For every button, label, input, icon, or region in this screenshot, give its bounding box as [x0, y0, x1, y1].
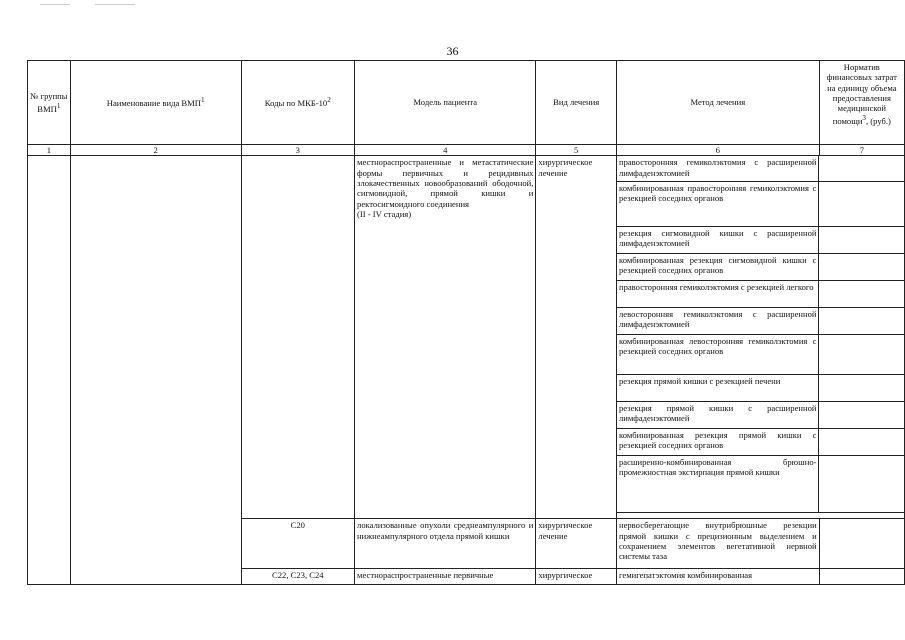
- cost-cell: [819, 156, 904, 181]
- list-item: [617, 226, 904, 253]
- list-item: [617, 334, 904, 374]
- patient-model-cell: местнораспространенные первичные: [355, 569, 536, 585]
- method-text: комбинированная резекция сигмовидной кишки с резекцией соседних органов: [617, 253, 819, 280]
- list-item: [617, 156, 904, 181]
- cost-cell: [819, 307, 904, 334]
- icd-code-cell: [241, 156, 355, 519]
- method-text: резекция сигмовидной кишки с расширенной лимфаденэктомией: [617, 226, 819, 253]
- vmp-name-cell: [70, 156, 241, 585]
- header-group-number: № группы ВМП$^1$: [28, 61, 71, 145]
- method-text: комбинированная правосторонняя гемиколэктомия с резекцией соседних органов: [617, 181, 819, 226]
- method-text: левосторонняя гемиколэктомия с расширенной лимфаденэктомией: [617, 307, 819, 334]
- header-treatment-type: Вид лечения: [536, 61, 617, 145]
- method-text: резекция прямой кишки с резекцией печени: [617, 374, 819, 401]
- method-text: комбинированная резекция прямой кишки с резекцией соседних органов: [617, 428, 819, 455]
- header-row: [28, 61, 905, 145]
- list-item: [617, 253, 904, 280]
- list-item: [617, 307, 904, 334]
- method-text: резекция прямой кишки с расширенной лимфаденэктомией: [617, 401, 819, 428]
- column-number: 2: [70, 145, 241, 156]
- header-cost-norm: Норматив финансовых затрат на единицу объема предоставления медицинской помощи$^3$, (руб.): [819, 61, 904, 145]
- scan-mark: [40, 4, 70, 5]
- icd-code-cell: C22, C23, C24: [241, 569, 355, 585]
- column-number: 3: [241, 145, 355, 156]
- cost-cell: [819, 334, 904, 374]
- group-number-cell: [28, 156, 71, 585]
- header-treatment-method: Метод лечения: [616, 61, 819, 145]
- header-patient-model: Модель пациента: [355, 61, 536, 145]
- treatment-type-cell: хирургическое лечение: [536, 519, 617, 569]
- method-text: расширенно-комбинированная брюшно-промежностная экстирпация прямой кишки: [617, 455, 819, 512]
- patient-model-cell: локализованные опухоли среднеампулярного и нижнеампулярного отдела прямой кишки: [355, 519, 536, 569]
- page-number: 36: [446, 44, 459, 58]
- list-item: [617, 280, 904, 307]
- method-text: правосторонняя гемиколэктомия с резекцией легкого: [617, 280, 819, 307]
- services-table: [27, 60, 905, 585]
- list-item: [617, 455, 904, 512]
- column-number-row: [28, 145, 905, 156]
- cost-cell: [819, 519, 904, 569]
- column-number: 4: [355, 145, 536, 156]
- treatment-type-cell: хирургическое: [536, 569, 617, 585]
- treatment-type-cell: хирургическое лечение: [536, 156, 617, 519]
- list-item: [617, 401, 904, 428]
- column-number: 6: [616, 145, 819, 156]
- cost-cell: [819, 181, 904, 226]
- method-text: правосторонняя гемиколэктомия с расширенной лимфаденэктомией: [617, 156, 819, 181]
- column-number: 5: [536, 145, 617, 156]
- cost-cell: [819, 455, 904, 512]
- column-number: 7: [819, 145, 904, 156]
- cost-cell: [819, 569, 904, 585]
- cost-cell: [819, 280, 904, 307]
- cost-cell: [819, 226, 904, 253]
- cost-cell: [819, 428, 904, 455]
- list-item: [617, 374, 904, 401]
- header-vmp-name: Наименование вида ВМП$^1$: [70, 61, 241, 145]
- methods-cell: [616, 156, 904, 519]
- patient-model-cell: местнораспространенные и метастатические формы первичных и рецидивных злокачественных новообразований ободочной, сигмовидной, прямой кишки и ректосигмоидного соединения (II - IV стадия): [355, 156, 536, 519]
- treatment-method-cell: гемигепатэктомия комбинированная: [616, 569, 819, 585]
- column-number: 1: [28, 145, 71, 156]
- table-row: [28, 156, 905, 519]
- cost-cell: [819, 401, 904, 428]
- list-item: [617, 181, 904, 226]
- cost-cell: [819, 253, 904, 280]
- cost-cell: [819, 374, 904, 401]
- scan-mark: [95, 4, 135, 5]
- header-icd-codes: Коды по МКБ-$10^2$: [241, 61, 355, 145]
- method-text: комбинированная левосторонняя гемиколэктомия с резекцией соседних органов: [617, 334, 819, 374]
- treatment-method-cell: нервосберегающие внутрибрюшные резекции прямой кишки с прецизионным выделением и сохранением элементов вегетативной нервной системы таза: [616, 519, 819, 569]
- list-item: [617, 428, 904, 455]
- icd-code-cell: C20: [241, 519, 355, 569]
